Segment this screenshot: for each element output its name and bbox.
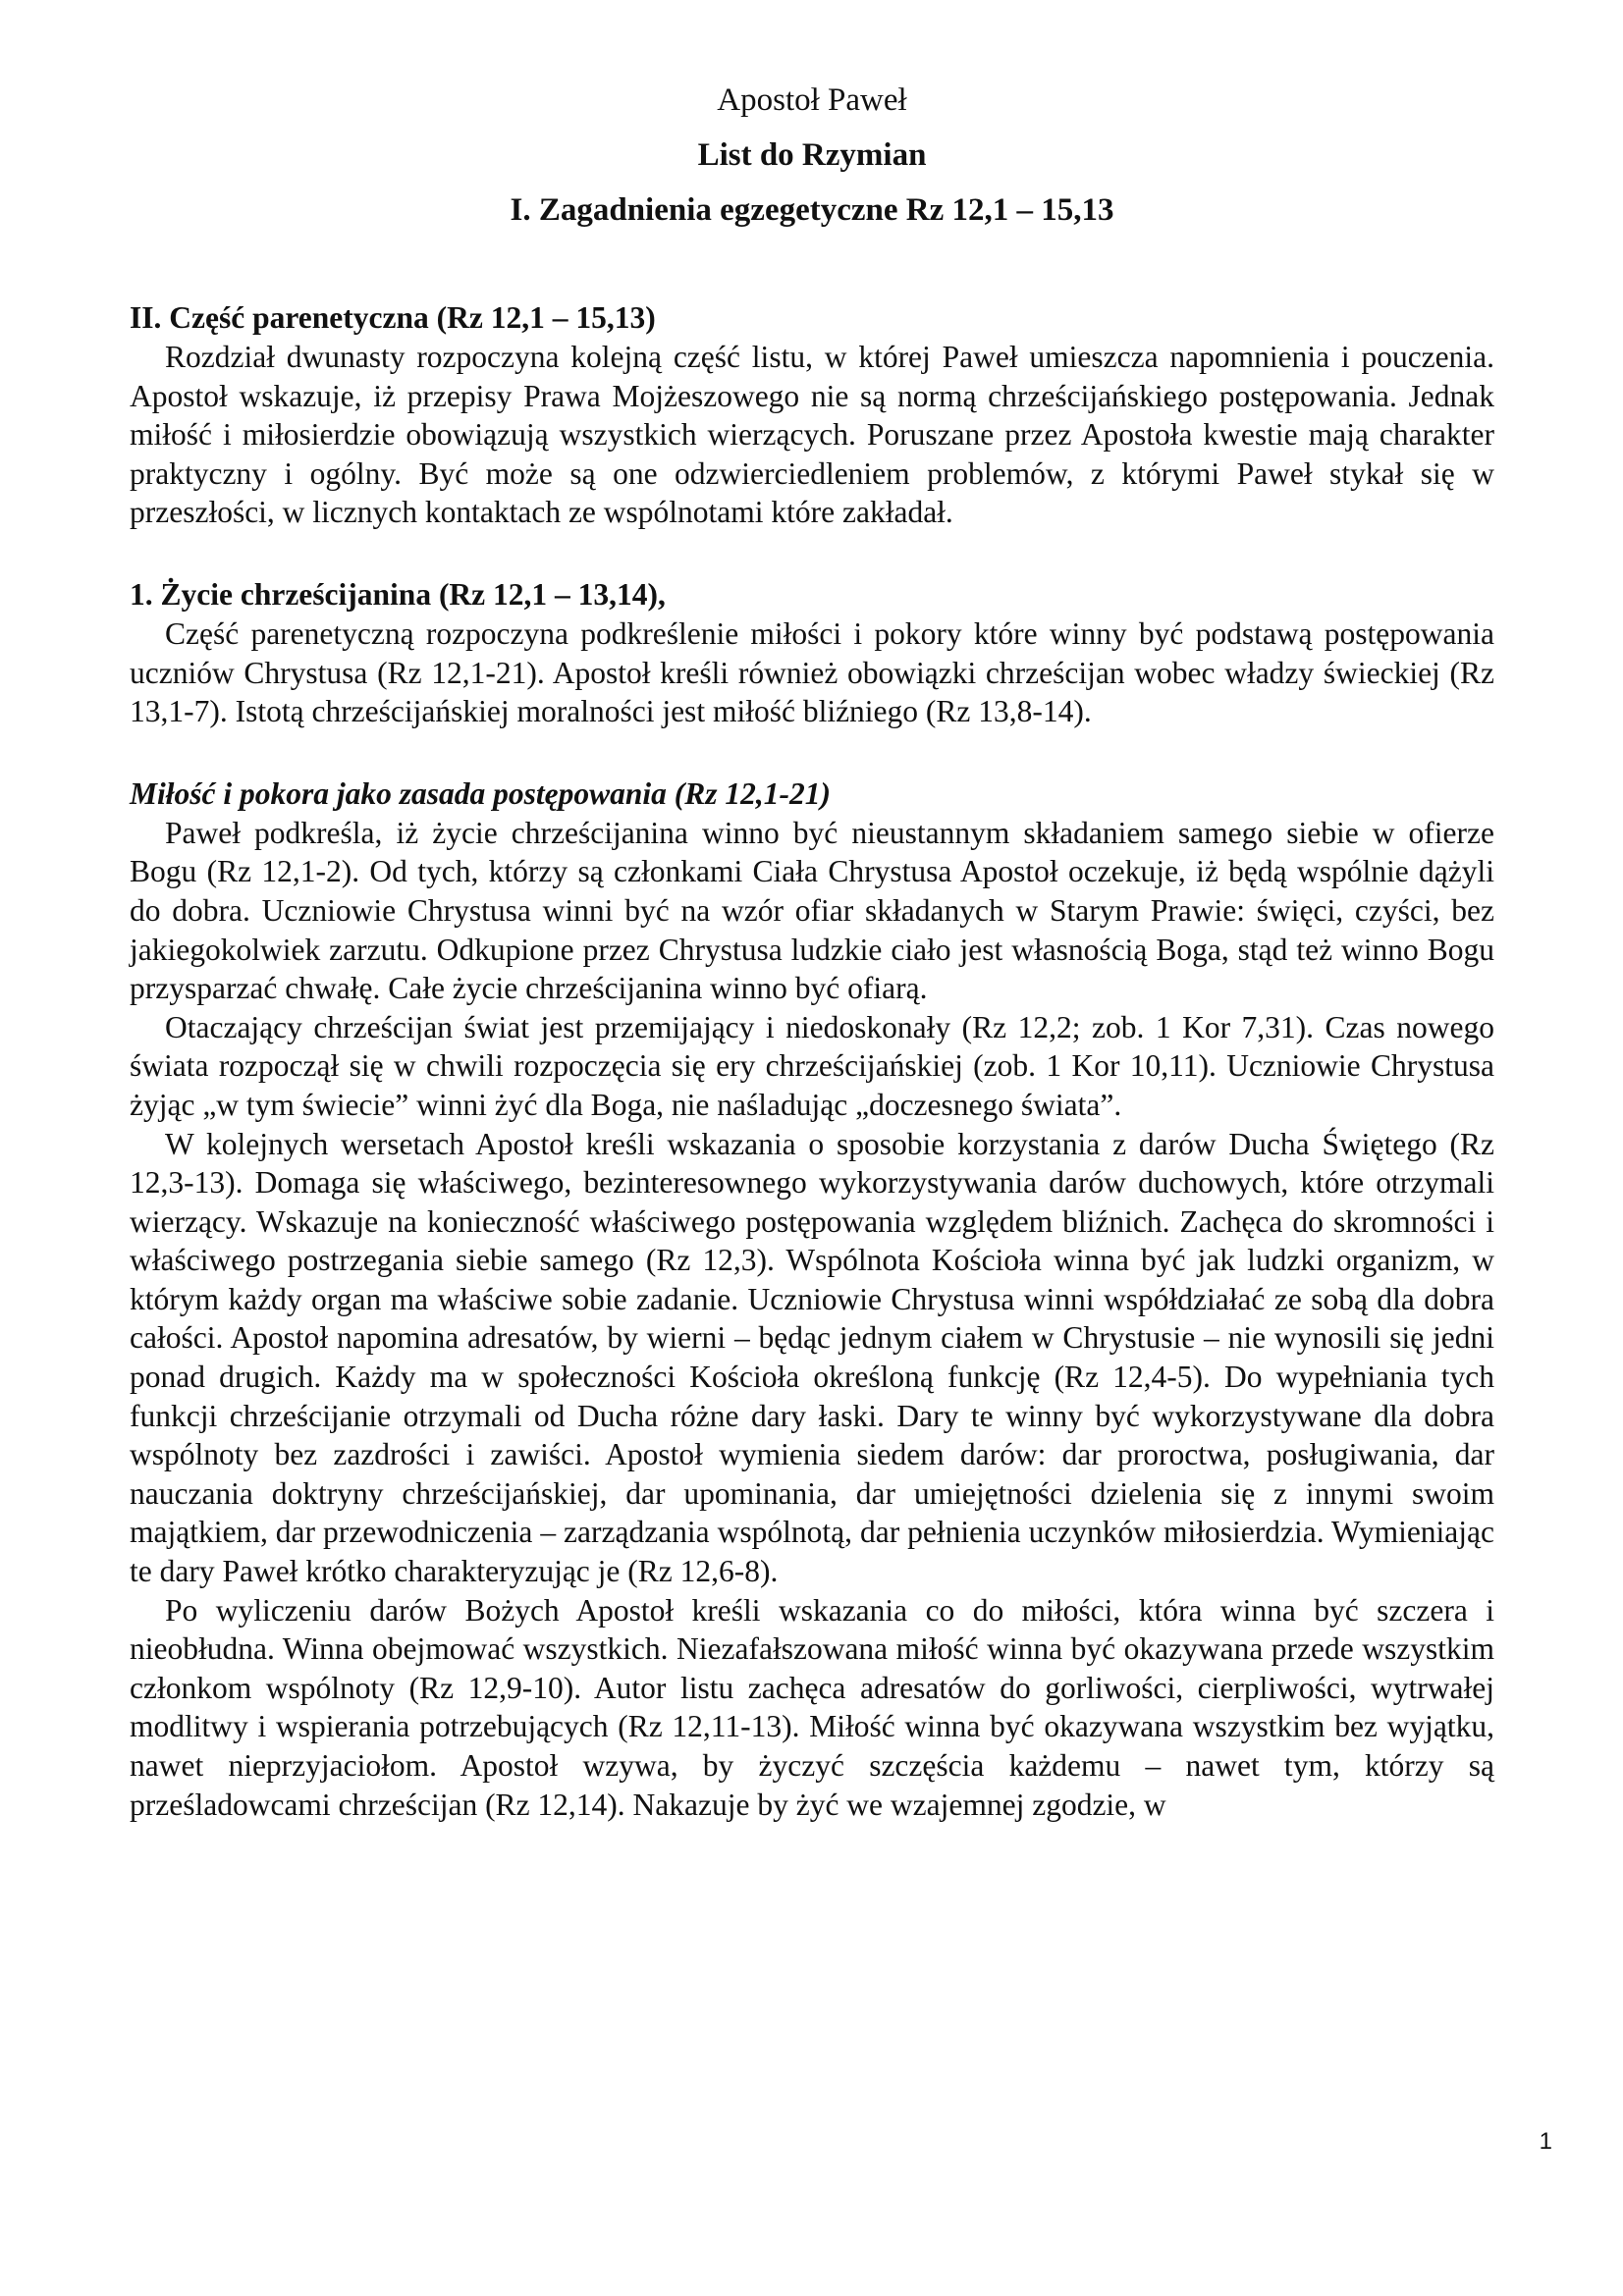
paragraph: Otaczający chrześcijan świat jest przemijający i niedoskonały (Rz 12,2; zob. 1 Kor 7,31). Czas nowego świata rozpoczął się w chwili rozpoczęcia się ery chrześcijańskiej (zob. 1 Kor 10,11). Uczniowie Chrystusa żyjąc „w tym świecie” winni żyć dla Boga, nie naśladując „doczesnego świata”.: [130, 1009, 1494, 1122]
paragraph: Część parenetyczną rozpoczyna podkreślenie miłości i pokory które winny być podstawą postępowania uczniów Chrystusa (Rz 12,1-21). Apostoł kreśli również obowiązki chrześcijan wobec władzy świeckiej (Rz 13,1-7). Istotą chrześcijańskiej moralności jest miłość bliźniego (Rz 13,8-14).: [130, 615, 1494, 729]
page-number: 1: [1539, 2128, 1552, 2155]
paragraph: Paweł podkreśla, iż życie chrześcijanina winno być nieustannym składaniem samego siebie w ofierze Bogu (Rz 12,1-2). Od tych, którzy są członkami Ciała Chrystusa Apostoł oczekuje, iż będą wspólnie dążyli do dobra. Uczniowie Chrystusa winni być na wzór ofiar składanych w Starym Prawie: święci, czyści, bez jakiegokolwiek zarzutu. Odkupione przez Chrystusa ludzkie ciało jest własnością Boga, stąd też winno Bogu przysparzać chwałę. Całe życie chrześcijanina winno być ofiarą.: [130, 815, 1494, 1006]
document-body: [130, 298, 1494, 1824]
spacer: [130, 731, 1494, 774]
title-block: [130, 73, 1494, 238]
document-title: List do Rzymian: [697, 137, 927, 173]
paragraph: Po wyliczeniu darów Bożych Apostoł kreśli wskazania co do miłości, która winna być szczera i nieobłudna. Winna obejmować wszystkich. Niezafałszowana miłość winna być okazywana przede wszystkim członkom wspólnoty (Rz 12,9-10). Autor listu zachęca adresatów do gorliwości, cierpliwości, wytrwałej modlitwy i wspierania potrzebujących (Rz 12,11-13). Miłość winna być okazywana wszystkim bez wyjątku, nawet nieprzyjaciołom. Apostoł wzywa, by życzyć szczęścia każdemu – nawet tym, którzy są prześladowcami chrześcijan (Rz 12,14). Nakazuje by żyć we wzajemnej zgodzie, w: [130, 1592, 1494, 1822]
paragraph: W kolejnych wersetach Apostoł kreśli wskazania o sposobie korzystania z darów Ducha Świętego (Rz 12,3-13). Domaga się właściwego, bezinteresownego wykorzystywania darów duchowych, które otrzymali wierzący. Wskazuje na konieczność właściwego postępowania względem bliźnich. Zachęca do skromności i właściwego postrzegania siebie samego (Rz 12,3). Wspólnota Kościoła winna być jak ludzki organizm, w którym każdy organ ma właściwe sobie zadanie. Uczniowie Chrystusa winni współdziałać ze sobą dla dobra całości. Apostoł napomina adresatów, by wierni – będąc jednym ciałem w Chrystusie – nie wynosili się jedni ponad drugich. Każdy ma w społeczności Kościoła określoną funkcję (Rz 12,4-5). Do wypełniania tych funkcji chrześcijanie otrzymali od Ducha różne dary łaski. Dary te winny być wykorzystywane dla dobra wspólnoty bez zazdrości i zawiści. Apostoł wymienia siedem darów: dar proroctwa, posługiwania, dar nauczania doktryny chrześcijańskiej, dar upominania, dar umiejętności dzielenia się z innymi swoim majątkiem, dar przewodniczenia – zarządzania wspólnotą, dar pełnienia uczynków miłosierdzia. Wymieniając te dary Paweł krótko charakteryzując je (Rz 12,6-8).: [130, 1126, 1494, 1589]
section-heading-christian-life: 1. Życie chrześcijanina (Rz 12,1 – 13,14),: [130, 576, 666, 612]
document-part-title: I. Zagadnienia egzegetyczne Rz 12,1 – 15,13: [510, 192, 1114, 228]
spacer: [130, 532, 1494, 575]
document-author: Apostoł Paweł: [717, 82, 907, 118]
document-page: [130, 0, 1494, 2296]
paragraph: Rozdział dwunasty rozpoczyna kolejną część listu, w której Paweł umieszcza napomnienia i pouczenia. Apostoł wskazuje, iż przepisy Prawa Mojżeszowego nie są normą chrześcijańskiego postępowania. Jednak miłość i miłosierdzie obowiązują wszystkich wierzących. Poruszane przez Apostoła kwestie mają charakter praktyczny i ogólny. Być może są one odzwierciedleniem problemów, z którymi Paweł stykał się w przeszłości, w licznych kontaktach ze wspólnotami które zakładał.: [130, 340, 1494, 530]
section-heading-parenetic: II. Część parenetyczna (Rz 12,1 – 15,13): [130, 300, 656, 335]
subsection-heading-love-humility: Miłość i pokora jako zasada postępowania (Rz 12,1-21): [130, 775, 832, 811]
